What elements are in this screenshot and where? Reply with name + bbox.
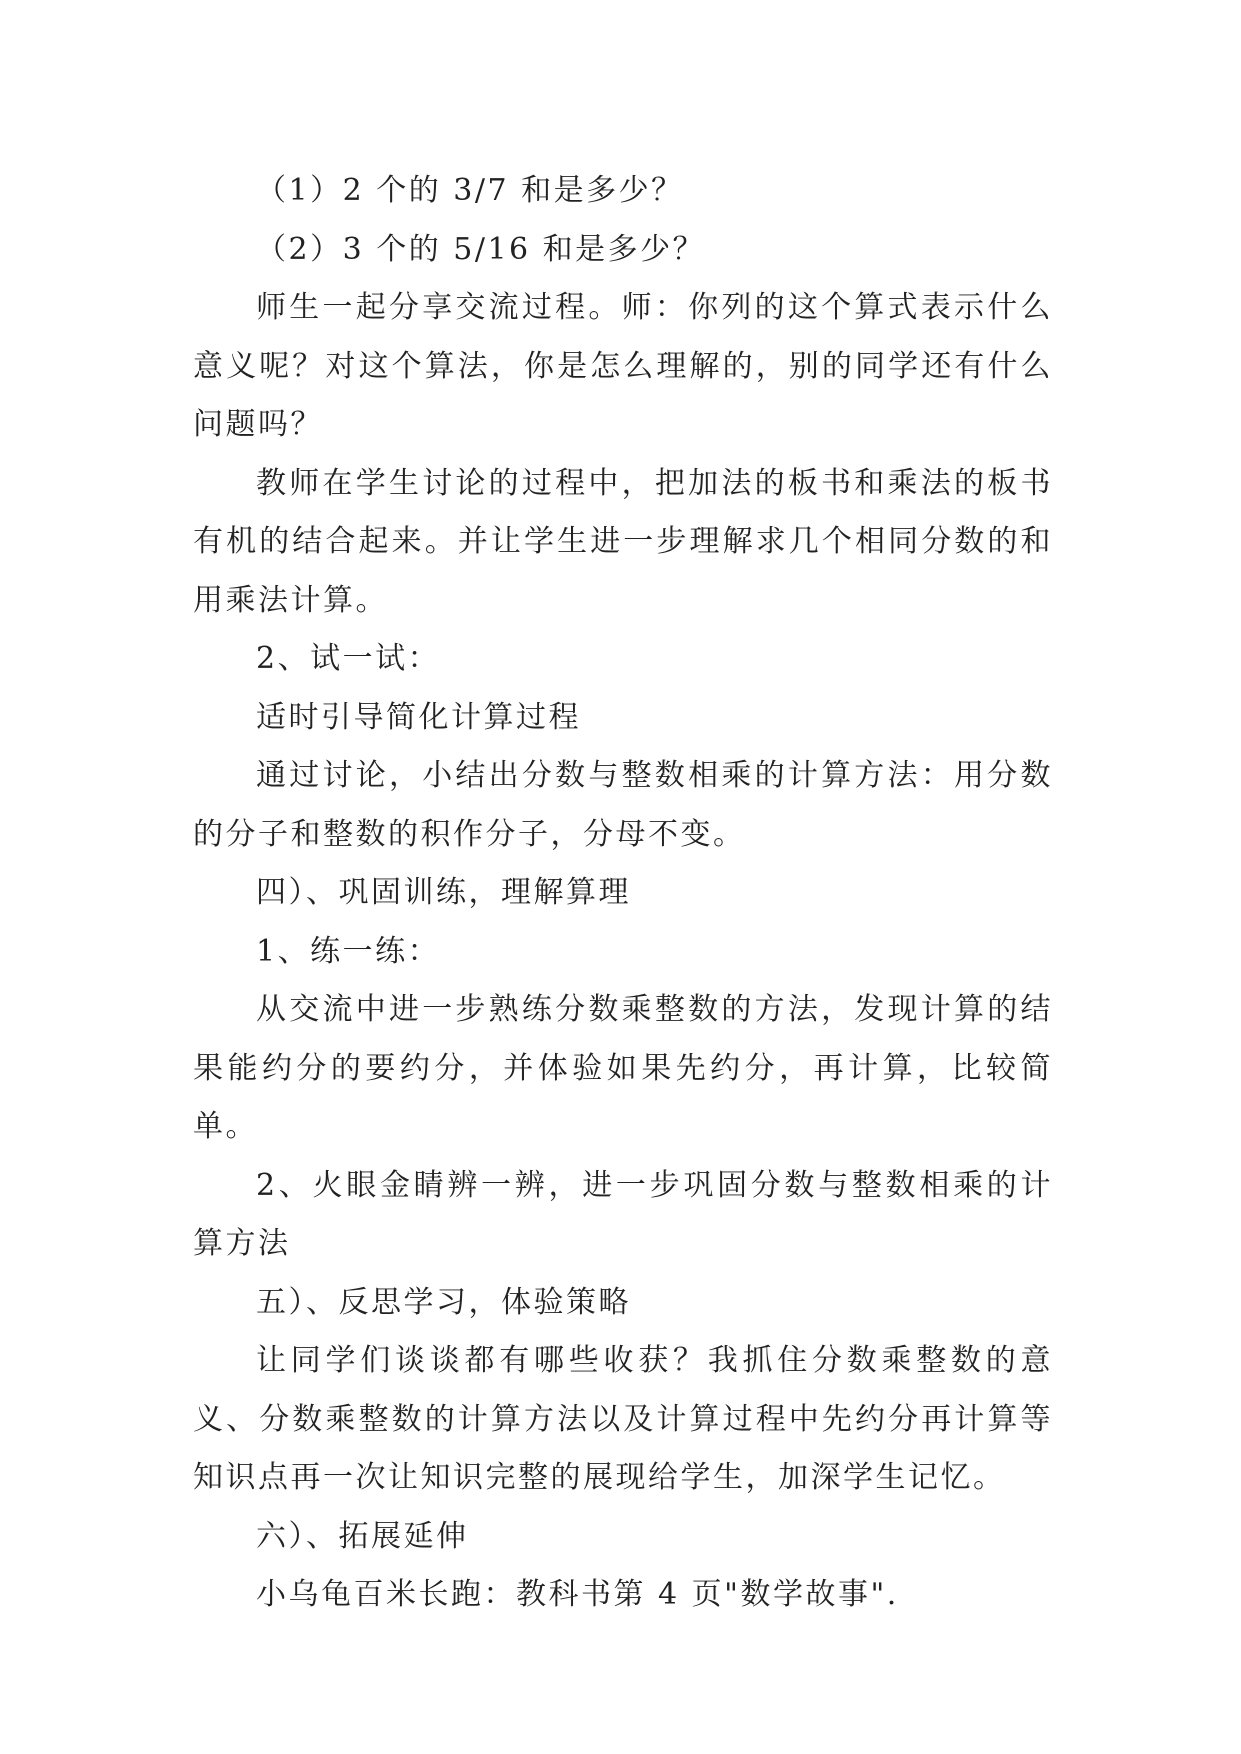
heading-practice: 1、练一练： [256,933,441,969]
paragraph-simplify: 适时引导简化计算过程 [256,699,581,735]
question-1: （1）2 个的 3/7 和是多少？ [256,173,684,208]
paragraph-share-discussion: 师生一起分享交流过程。师：你列的这个算式表示什么意义呢？对这个算法，你是怎么理解的，别的同学还有什么问题吗？ [193,290,1053,442]
section-heading-5: 五）、反思学习，体验策略 [256,1284,631,1320]
paragraph-summary-method: 通过讨论，小结出分数与整数相乘的计算方法：用分数的分子和整数的积作分子，分母不变。 [193,758,1053,852]
paragraph-practice: 从交流中进一步熟练分数乘整数的方法，发现计算的结果能约分的要约分，并体验如果先约分，再计算，比较简单。 [193,992,1053,1144]
paragraph-extension: 小乌龟百米长跑：教科书第 4 页"数学故事". [256,1577,899,1612]
question-2: （2）3 个的 5/16 和是多少？ [256,231,706,267]
paragraph-teacher-board: 教师在学生讨论的过程中，把加法的板书和乘法的板书有机的结合起来。并让学生进一步理解求几个相同分数的和用乘法计算。 [193,465,1053,618]
paragraph-identify: 2、火眼金睛辨一辨，进一步巩固分数与整数相乘的计算方法 [193,1167,1053,1261]
paragraph-reflection: 让同学们谈谈都有哪些收获？我抓住分数乘整数的意义、分数乘整数的计算方法以及计算过程中先约分再计算等知识点再一次让知识完整的展现给学生，加深学生记忆。 [193,1343,1053,1495]
section-heading-4: 四）、巩固训练，理解算理 [256,875,631,910]
section-heading-6: 六）、拓展延伸 [256,1518,469,1554]
document-body [193,162,1053,1625]
heading-try: 2、试一试： [256,641,441,676]
